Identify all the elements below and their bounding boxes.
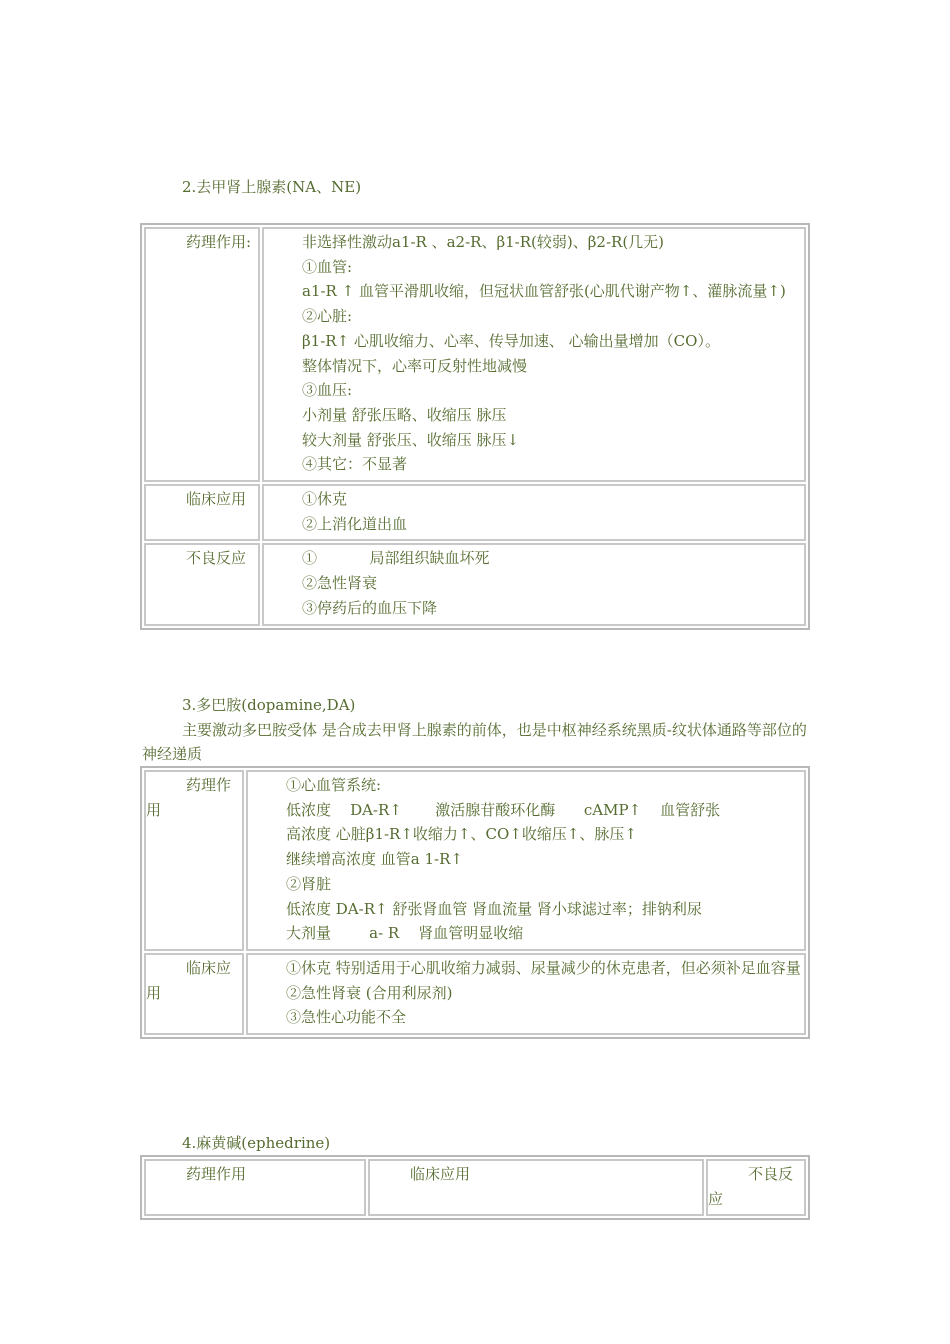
content-line: ②心脏: — [302, 307, 353, 326]
section3-heading: 3.多巴胺(dopamine,DA) — [182, 696, 356, 714]
content-line: a1-R ↑ 血管平滑肌收缩，但冠状血管舒张(心肌代谢产物↑、灌脉流量↑) — [302, 282, 786, 301]
table-row — [144, 770, 806, 951]
content-line: ①休克 特别适用于心肌收缩力减弱、尿量减少的休克患者，但必须补足血容量 — [286, 958, 801, 977]
row-content — [246, 770, 806, 951]
content-line: ②肾脏 — [286, 874, 332, 893]
content-line: ②急性肾衰 — [302, 574, 378, 593]
content-line: ③停药后的血压下降 — [302, 598, 438, 617]
content-line: ②上消化道出血 — [302, 514, 408, 533]
content-line: ③血压: — [302, 381, 353, 400]
content-line: ①血管: — [302, 257, 353, 276]
content-line: 小剂量 舒张压略、收缩压 脉压 — [302, 405, 507, 424]
content-line: 整体情况下，心率可反射性地减慢 — [302, 356, 528, 375]
content-line: ① 局部组织缺血坏死 — [302, 549, 490, 568]
content-line: 低浓度 DA-R↑ 舒张肾血管 肾血流量 肾小球滤过率；排钠利尿 — [286, 899, 702, 918]
row-content — [262, 227, 806, 482]
row-label: 药理作用 — [144, 770, 244, 951]
row-label: 药理作用: — [144, 227, 260, 482]
column-header: 临床应用 — [368, 1159, 704, 1216]
content-line: 继续增高浓度 血管a 1-R↑ — [286, 850, 463, 869]
row-content — [262, 484, 806, 541]
column-header: 不良反应 — [706, 1159, 806, 1216]
section3-intro: 主要激动多巴胺受体 是合成去甲肾上腺素的前体，也是中枢神经系统黑质-纹状体通路等部位的神经递质 — [142, 721, 807, 763]
content-line: ③急性心功能不全 — [286, 1008, 407, 1027]
content-line: 大剂量 a- R 肾血管明显收缩 — [286, 924, 524, 943]
content-line: ②急性肾衰 (合用利尿剂) — [286, 983, 453, 1002]
row-label: 临床应用 — [144, 953, 244, 1035]
section4-heading: 4.麻黄碱(ephedrine) — [182, 1134, 331, 1152]
column-header: 药理作用 — [144, 1159, 366, 1216]
content-line: ①休克 — [302, 490, 348, 509]
table-row — [144, 227, 806, 482]
section2-table — [140, 223, 810, 630]
content-line: 较大剂量 舒张压、收缩压 脉压↓ — [302, 430, 520, 449]
content-line: ①心血管系统: — [286, 776, 382, 794]
content-line: 低浓度 DA-R↑ 激活腺苷酸环化酶 cAMP↑ 血管舒张 — [286, 800, 721, 819]
section3-table — [140, 766, 810, 1039]
section4-table — [140, 1155, 810, 1220]
section2-heading: 2.去甲肾上腺素(NA、NE) — [182, 178, 362, 196]
table-row — [144, 953, 806, 1035]
content-line: 非选择性激动a1-R 、a2-R、β1-R(较弱)、β2-R(几无) — [302, 233, 665, 251]
content-line: ④其它：不显著 — [302, 455, 408, 474]
row-label: 临床应用 — [144, 484, 260, 541]
row-content — [246, 953, 806, 1035]
content-line: 高浓度 心脏β1-R↑收缩力↑、CO↑收缩压↑、脉压↑ — [286, 825, 637, 844]
table-row — [144, 484, 806, 541]
table-row — [144, 1159, 806, 1216]
row-label: 不良反应 — [144, 543, 260, 625]
row-content — [262, 543, 806, 625]
table-row — [144, 543, 806, 625]
content-line: β1-R↑ 心肌收缩力、心率、传导加速、 心输出量增加（CO）。 — [302, 331, 720, 350]
